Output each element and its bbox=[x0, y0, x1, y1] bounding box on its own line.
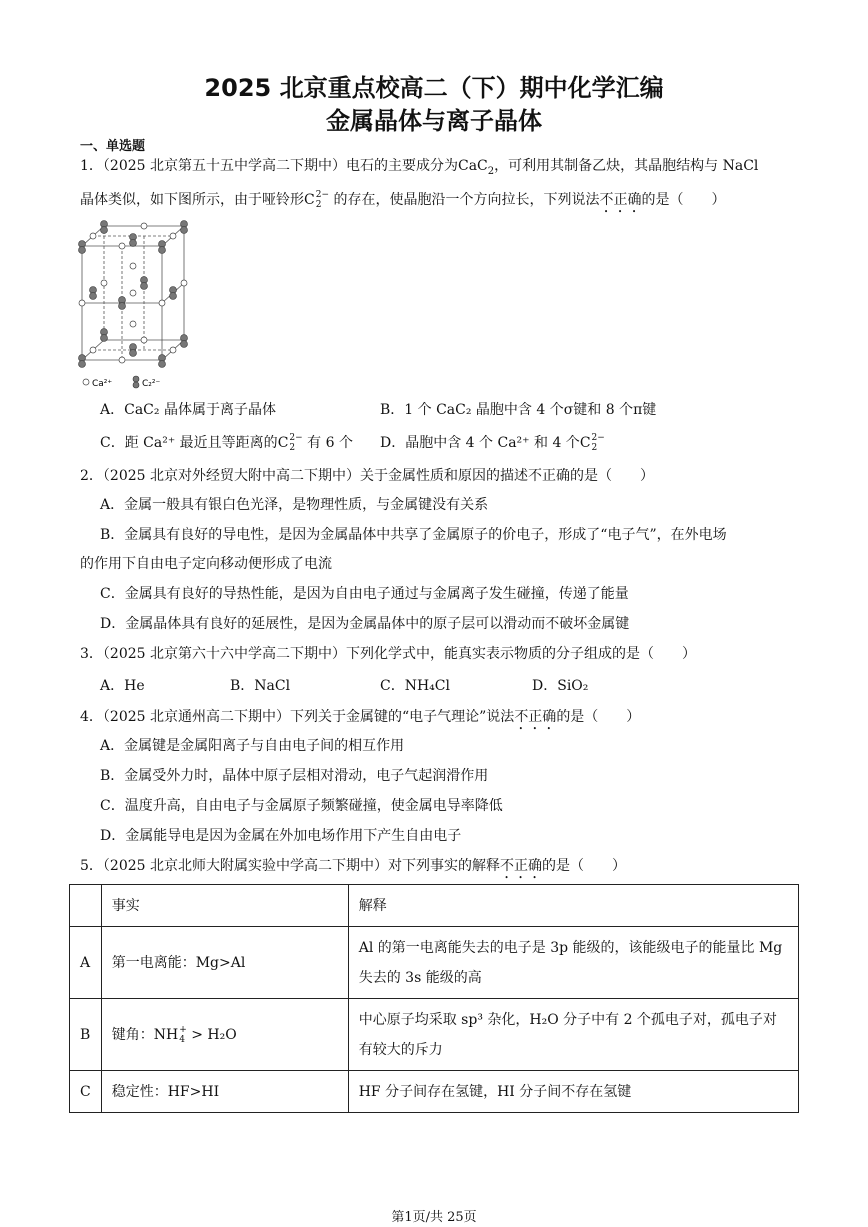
q2-option-a: A．金属一般具有银白色光泽，是物理性质，与金属键没有关系 bbox=[100, 497, 489, 513]
q4-option-b: B．金属受外力时，晶体中原子层相对滑动，电子气起润滑作用 bbox=[100, 768, 489, 784]
q1-option-a: A．CaC₂ 晶体属于离子晶体 bbox=[100, 402, 276, 418]
row-key: C bbox=[70, 1071, 102, 1113]
table-header-row bbox=[70, 885, 799, 927]
row-key: A bbox=[70, 927, 102, 999]
table-header-cell: 事实 bbox=[101, 885, 348, 927]
doc-title: 2025 北京重点校高二（下）期中化学汇编 bbox=[204, 74, 664, 102]
row-explanation: HF 分子间存在氢键，HI 分子间不存在氢键 bbox=[348, 1071, 798, 1113]
q5-table bbox=[69, 884, 799, 1113]
q3-option-b: B．NaCl bbox=[230, 678, 291, 694]
q4-option-d: D．金属能导电是因为金属在外加电场作用下产生自由电子 bbox=[100, 828, 462, 844]
row-key: B bbox=[70, 999, 102, 1071]
row-fact: 第一电离能：Mg>Al bbox=[101, 927, 348, 999]
legend-c2-label: C₂²⁻ bbox=[142, 379, 161, 389]
row-fact: 键角：NH + 4 > H₂O bbox=[101, 999, 348, 1071]
q3-stem: 3．（2025 北京第六十六中学高二下期中）下列化学式中，能真实表示物质的分子组成的是（ ） bbox=[80, 646, 696, 662]
row-explanation: 中心原子均采取 sp³ 杂化，H₂O 分子中有 2 个孤电子对，孤电子对有较大的斥力 bbox=[348, 999, 798, 1071]
q2-option-b: B．金属具有良好的导电性，是因为金属晶体中共享了金属原子的价电子，形成了“电子气”，在外电场 bbox=[100, 527, 727, 543]
q2-option-d: D．金属晶体具有良好的延展性，是因为金属晶体中的原子层可以滑动而不破坏金属键 bbox=[100, 616, 630, 632]
q1-stem-line2: 晶体类似，如下图所示，由于哑铃形C 2− 2 的存在，使晶胞沿一个方向拉长，下列说法不正确的是（ ） bbox=[80, 190, 726, 210]
row-explanation: Al 的第一电离能失去的电子是 3p 能级的，该能级电子的能量比 Mg 失去的 3s 能级的高 bbox=[348, 927, 798, 999]
row-fact: 稳定性：HF>HI bbox=[101, 1071, 348, 1113]
q1-option-c: C．距 Ca²⁺ 最近且等距离的C 2− 2 有 6 个 bbox=[100, 433, 353, 453]
table-row bbox=[70, 927, 799, 999]
q2-option-b-cont: 的作用下自由电子定向移动便形成了电流 bbox=[80, 556, 332, 572]
q4-option-c: C．温度升高，自由电子与金属原子频繁碰撞，使金属电导率降低 bbox=[100, 798, 503, 814]
q3-option-c: C．NH₄Cl bbox=[380, 678, 450, 694]
table-header-cell bbox=[70, 885, 102, 927]
table-row bbox=[70, 1071, 799, 1113]
table-row bbox=[70, 999, 799, 1071]
q1-option-b: B．1 个 CaC₂ 晶胞中含 4 个σ键和 8 个π键 bbox=[380, 402, 657, 418]
table-header-cell: 解释 bbox=[348, 885, 798, 927]
section-heading: 一、单选题 bbox=[80, 139, 146, 154]
legend-ca-label: Ca²⁺ bbox=[92, 379, 113, 389]
doc-subtitle: 金属晶体与离子晶体 bbox=[326, 107, 542, 135]
q5-stem: 5．（2025 北京北师大附属实验中学高二下期中）对下列事实的解释不正确的是（ ） bbox=[80, 858, 626, 874]
q4-option-a: A．金属键是金属阳离子与自由电子间的相互作用 bbox=[100, 738, 405, 754]
q1-option-d: D．晶胞中含 4 个 Ca²⁺ 和 4 个C 2− 2 bbox=[380, 433, 605, 453]
page-footer: 第1页/共 25页 bbox=[391, 1210, 477, 1225]
q1-stem-line1: 1．（2025 北京第五十五中学高二下期中）电石的主要成分为CaC$_2$，可利用其制备乙炔，其晶胞结构与 NaCl bbox=[80, 158, 759, 177]
q2-option-c: C．金属具有良好的导热性能，是因为自由电子通过与金属离子发生碰撞，传递了能量 bbox=[100, 586, 629, 602]
q3-option-d: D．SiO₂ bbox=[532, 678, 589, 694]
crystal-cell-figure bbox=[74, 216, 194, 394]
q4-stem: 4．（2025 北京通州高二下期中）下列关于金属键的“电子气理论”说法不正确的是（ ） bbox=[80, 709, 641, 725]
q2-stem: 2．（2025 北京对外经贸大附中高二下期中）关于金属性质和原因的描述不正确的是（ ） bbox=[80, 468, 654, 484]
q3-option-a: A．He bbox=[100, 678, 145, 694]
